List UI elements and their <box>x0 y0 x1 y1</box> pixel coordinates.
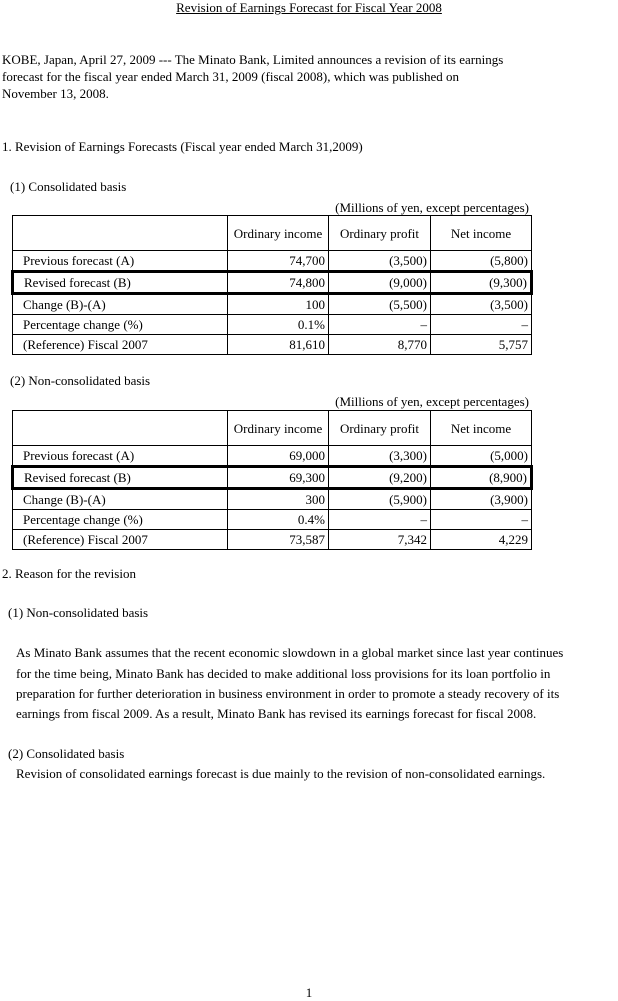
table-row <box>13 489 532 510</box>
cell-value: 69,300 <box>228 467 329 489</box>
row-label: Percentage change (%) <box>13 315 228 335</box>
consolidated-unit-note: (Millions of yen, except percentages) <box>335 200 529 215</box>
row-label: Change (B)-(A) <box>13 489 228 510</box>
cell-value: (9,300) <box>431 272 532 294</box>
table-row-revised <box>13 467 532 489</box>
reason-text-line-2: for the time being, Minato Bank has decided to make additional loss provisions for its loan portfolio in <box>16 666 551 681</box>
reason-consolidated-text: Revision of consolidated earnings forecast is due mainly to the revision of non-consolidated earnings. <box>16 766 546 781</box>
cell-value: (9,000) <box>329 272 431 294</box>
table-row-revised <box>13 272 532 294</box>
column-header-net-income: Net income <box>431 411 532 446</box>
document-title: Revision of Earnings Forecast for Fiscal Year 2008 <box>176 0 442 15</box>
section2-heading: 2. Reason for the revision <box>2 566 136 581</box>
column-header-net-income: Net income <box>431 216 532 251</box>
reason-text-line-4: earnings from fiscal 2009. As a result, Minato Bank has revised its earnings forecast for fiscal 2008. <box>16 706 537 721</box>
cell-value: – <box>329 315 431 335</box>
non-consolidated-table <box>11 410 533 550</box>
cell-value: (3,900) <box>431 489 532 510</box>
row-label: Previous forecast (A) <box>13 446 228 467</box>
section1-heading: 1. Revision of Earnings Forecasts (Fiscal year ended March 31,2009) <box>2 139 363 154</box>
cell-value: (9,200) <box>329 467 431 489</box>
table-row <box>13 510 532 530</box>
cell-value: (5,500) <box>329 294 431 315</box>
cell-value: 8,770 <box>329 335 431 355</box>
consolidated-table <box>11 215 533 355</box>
column-header-ordinary-income: Ordinary income <box>228 216 329 251</box>
cell-value: 0.4% <box>228 510 329 530</box>
row-label: Previous forecast (A) <box>13 251 228 272</box>
table-row <box>13 251 532 272</box>
header-blank-cell <box>13 411 228 446</box>
table-row <box>13 335 532 355</box>
table-header-row <box>13 411 532 446</box>
table-row <box>13 446 532 467</box>
header-blank-cell <box>13 216 228 251</box>
intro-line-2: forecast for the fiscal year ended March 31, 2009 (fiscal 2008), which was published on <box>2 69 460 84</box>
row-label: Revised forecast (B) <box>13 272 228 294</box>
cell-value: 74,800 <box>228 272 329 294</box>
row-label: Revised forecast (B) <box>13 467 228 489</box>
reason-text-line-1: As Minato Bank assumes that the recent economic slowdown in a global market since last year continues <box>16 645 564 660</box>
cell-value: (3,500) <box>431 294 532 315</box>
intro-line-1: KOBE, Japan, April 27, 2009 --- The Minato Bank, Limited announces a revision of its earnings <box>2 52 504 67</box>
cell-value: 73,587 <box>228 530 329 550</box>
cell-value: 300 <box>228 489 329 510</box>
row-label: (Reference) Fiscal 2007 <box>13 335 228 355</box>
table-row <box>13 530 532 550</box>
column-header-ordinary-income: Ordinary income <box>228 411 329 446</box>
cell-value: – <box>329 510 431 530</box>
table-row <box>13 315 532 335</box>
column-header-ordinary-profit: Ordinary profit <box>329 411 431 446</box>
reason-non-consolidated-heading: (1) Non-consolidated basis <box>8 605 149 620</box>
cell-value: (5,900) <box>329 489 431 510</box>
table-row <box>13 294 532 315</box>
cell-value: 7,342 <box>329 530 431 550</box>
reason-text-line-3: preparation for further deterioration in business environment in order to promote a steady recovery of its <box>16 686 560 701</box>
cell-value: 100 <box>228 294 329 315</box>
column-header-ordinary-profit: Ordinary profit <box>329 216 431 251</box>
cell-value: (3,300) <box>329 446 431 467</box>
cell-value: 81,610 <box>228 335 329 355</box>
cell-value: (5,800) <box>431 251 532 272</box>
reason-consolidated-heading: (2) Consolidated basis <box>8 746 125 761</box>
non-consolidated-unit-note: (Millions of yen, except percentages) <box>335 394 529 409</box>
cell-value: 69,000 <box>228 446 329 467</box>
intro-line-3: November 13, 2008. <box>2 86 109 101</box>
cell-value: (8,900) <box>431 467 532 489</box>
table-header-row <box>13 216 532 251</box>
cell-value: 4,229 <box>431 530 532 550</box>
cell-value: 74,700 <box>228 251 329 272</box>
cell-value: (5,000) <box>431 446 532 467</box>
cell-value: – <box>431 315 532 335</box>
row-label: Percentage change (%) <box>13 510 228 530</box>
non-consolidated-heading: (2) Non-consolidated basis <box>10 373 151 388</box>
page-number: 1 <box>305 985 313 1000</box>
cell-value: – <box>431 510 532 530</box>
row-label: (Reference) Fiscal 2007 <box>13 530 228 550</box>
cell-value: 0.1% <box>228 315 329 335</box>
row-label: Change (B)-(A) <box>13 294 228 315</box>
cell-value: 5,757 <box>431 335 532 355</box>
consolidated-heading: (1) Consolidated basis <box>10 179 127 194</box>
cell-value: (3,500) <box>329 251 431 272</box>
